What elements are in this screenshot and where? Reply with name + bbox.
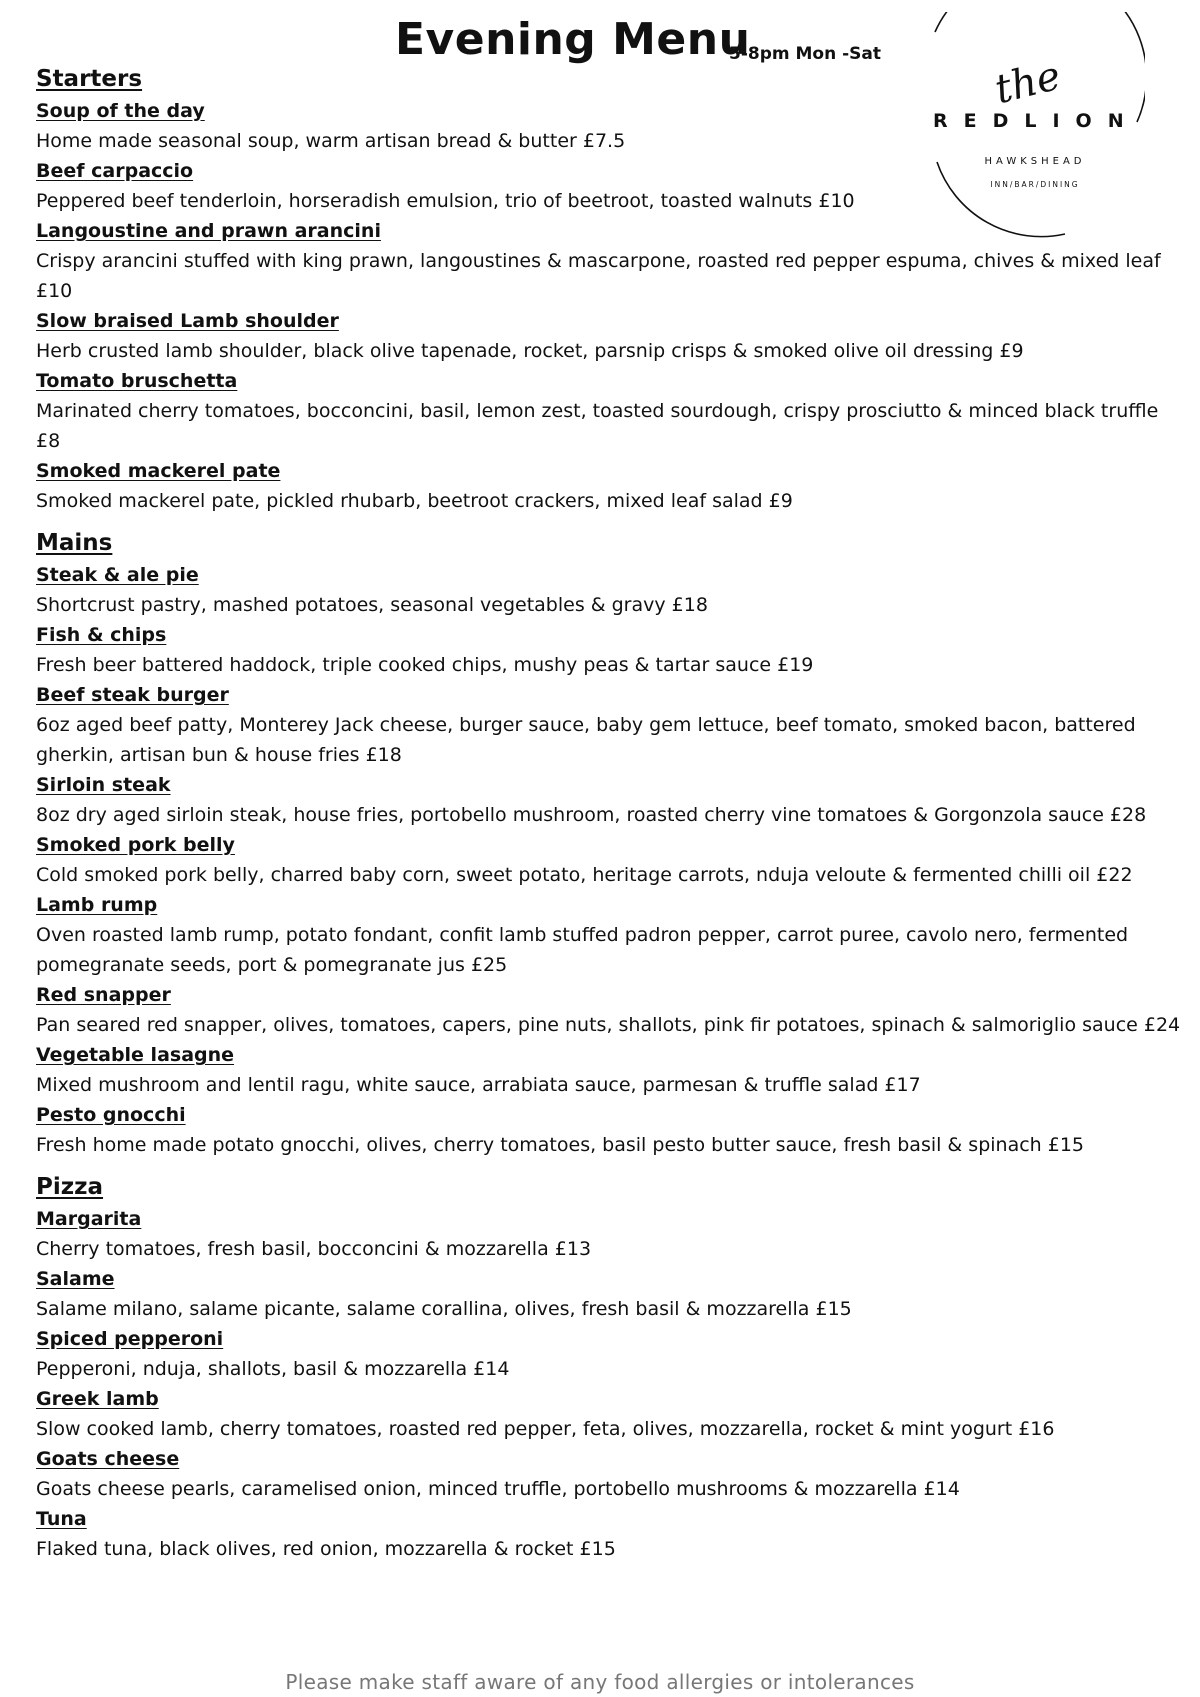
item-name: Goats cheese: [36, 1448, 180, 1470]
item-description: Slow cooked lamb, cherry tomatoes, roasted red pepper, feta, olives, mozzarella, rocket & mint yogurt £16: [36, 1418, 1055, 1440]
item-description: Pan seared red snapper, olives, tomatoes, capers, pine nuts, shallots, pink fir potatoes, spinach & salmoriglio sauce £24: [36, 1014, 1181, 1036]
menu-content: [36, 62, 1186, 1564]
item-name: Soup of the day: [36, 100, 205, 122]
item-name: Steak & ale pie: [36, 564, 199, 586]
opening-hours: 5-8pm Mon -Sat: [729, 44, 882, 64]
menu-item: [36, 306, 1186, 366]
item-name: Vegetable lasagne: [36, 1044, 235, 1066]
item-description: Smoked mackerel pate, pickled rhubarb, beetroot crackers, mixed leaf salad £9: [36, 490, 793, 512]
section-starters: [36, 62, 1186, 516]
item-description: Fresh home made potato gnocchi, olives, cherry tomatoes, basil pesto butter sauce, fresh basil & spinach £15: [36, 1134, 1085, 1156]
item-description: Pepperoni, nduja, shallots, basil & mozzarella £14: [36, 1358, 510, 1380]
menu-item: [36, 560, 1186, 620]
allergy-notice: Please make staff aware of any food allergies or intolerances: [285, 1670, 915, 1694]
item-name: Fish & chips: [36, 624, 167, 646]
menu-item: [36, 456, 1186, 516]
menu-item: [36, 1384, 1186, 1444]
item-description: Cold smoked pork belly, charred baby corn, sweet potato, heritage carrots, nduja veloute & fermented chilli oil £22: [36, 864, 1133, 886]
item-description: Fresh beer battered haddock, triple cooked chips, mushy peas & tartar sauce £19: [36, 654, 814, 676]
section-pizza: [36, 1170, 1186, 1564]
item-description: Crispy arancini stuffed with king prawn, langoustines & mascarpone, roasted red pepper espuma, chives & mixed leaf £10: [36, 250, 1161, 302]
item-name: Beef steak burger: [36, 684, 229, 706]
menu-item: [36, 980, 1186, 1040]
item-description: Peppered beef tenderloin, horseradish emulsion, trio of beetroot, toasted walnuts £10: [36, 190, 855, 212]
item-description: Flaked tuna, black olives, red onion, mozzarella & rocket £15: [36, 1538, 616, 1560]
menu-item: [36, 1504, 1186, 1564]
section-mains: [36, 526, 1186, 1160]
item-name: Tuna: [36, 1508, 87, 1530]
item-description: Cherry tomatoes, fresh basil, bocconcini & mozzarella £13: [36, 1238, 592, 1260]
menu-item: [36, 1204, 1186, 1264]
section-title: Mains: [36, 530, 113, 556]
page-title: Evening Menu: [395, 14, 751, 65]
item-name: Langoustine and prawn arancini: [36, 220, 381, 242]
item-description: Home made seasonal soup, warm artisan bread & butter £7.5: [36, 130, 626, 152]
item-name: Lamb rump: [36, 894, 158, 916]
logo-location: HAWKSHEAD: [984, 156, 1086, 167]
item-description: 6oz aged beef patty, Monterey Jack cheese, burger sauce, baby gem lettuce, beef tomato, smoked bacon, battered gherkin, artisan bun & house fries £18: [36, 714, 1136, 766]
item-name: Smoked pork belly: [36, 834, 235, 856]
item-description: Herb crusted lamb shoulder, black olive tapenade, rocket, parsnip crisps & smoked olive oil dressing £9: [36, 340, 1024, 362]
menu-item: [36, 1444, 1186, 1504]
item-name: Slow braised Lamb shoulder: [36, 310, 339, 332]
menu-item: [36, 366, 1186, 456]
item-name: Tomato bruschetta: [36, 370, 238, 392]
item-description: 8oz dry aged sirloin steak, house fries, portobello mushroom, roasted cherry vine tomatoes & Gorgonzola sauce £28: [36, 804, 1147, 826]
menu-item: [36, 156, 1186, 216]
menu-item: [36, 680, 1186, 770]
logo-tagline: INN/BAR/DINING: [990, 180, 1080, 189]
menu-item: [36, 770, 1186, 830]
item-name: Margarita: [36, 1208, 142, 1230]
menu-item: [36, 1040, 1186, 1100]
menu-item: [36, 620, 1186, 680]
menu-item: [36, 1324, 1186, 1384]
item-name: Sirloin steak: [36, 774, 171, 796]
item-name: Salame: [36, 1268, 115, 1290]
item-description: Shortcrust pastry, mashed potatoes, seasonal vegetables & gravy £18: [36, 594, 708, 616]
logo-script: the: [990, 52, 1066, 114]
item-name: Red snapper: [36, 984, 171, 1006]
menu-item: [36, 96, 1186, 156]
item-description: Oven roasted lamb rump, potato fondant, confit lamb stuffed padron pepper, carrot puree, cavolo nero, fermented pomegranate seeds, port & pomegranate jus £25: [36, 924, 1129, 976]
item-description: Goats cheese pearls, caramelised onion, minced truffle, portobello mushrooms & mozzarella £14: [36, 1478, 960, 1500]
menu-item: [36, 890, 1186, 980]
item-name: Pesto gnocchi: [36, 1104, 186, 1126]
section-title: Pizza: [36, 1174, 104, 1200]
item-name: Smoked mackerel pate: [36, 460, 281, 482]
section-title: Starters: [36, 66, 143, 92]
item-name: Spiced pepperoni: [36, 1328, 224, 1350]
menu-item: [36, 216, 1186, 306]
logo-name: REDLION: [933, 110, 1140, 132]
item-description: Salame milano, salame picante, salame corallina, olives, fresh basil & mozzarella £15: [36, 1298, 852, 1320]
menu-item: [36, 1264, 1186, 1324]
item-name: Greek lamb: [36, 1388, 159, 1410]
item-description: Marinated cherry tomatoes, bocconcini, basil, lemon zest, toasted sourdough, crispy prosciutto & minced black truffle £8: [36, 400, 1159, 452]
menu-item: [36, 1100, 1186, 1160]
item-name: Beef carpaccio: [36, 160, 194, 182]
item-description: Mixed mushroom and lentil ragu, white sauce, arrabiata sauce, parmesan & truffle salad £17: [36, 1074, 921, 1096]
menu-item: [36, 830, 1186, 890]
